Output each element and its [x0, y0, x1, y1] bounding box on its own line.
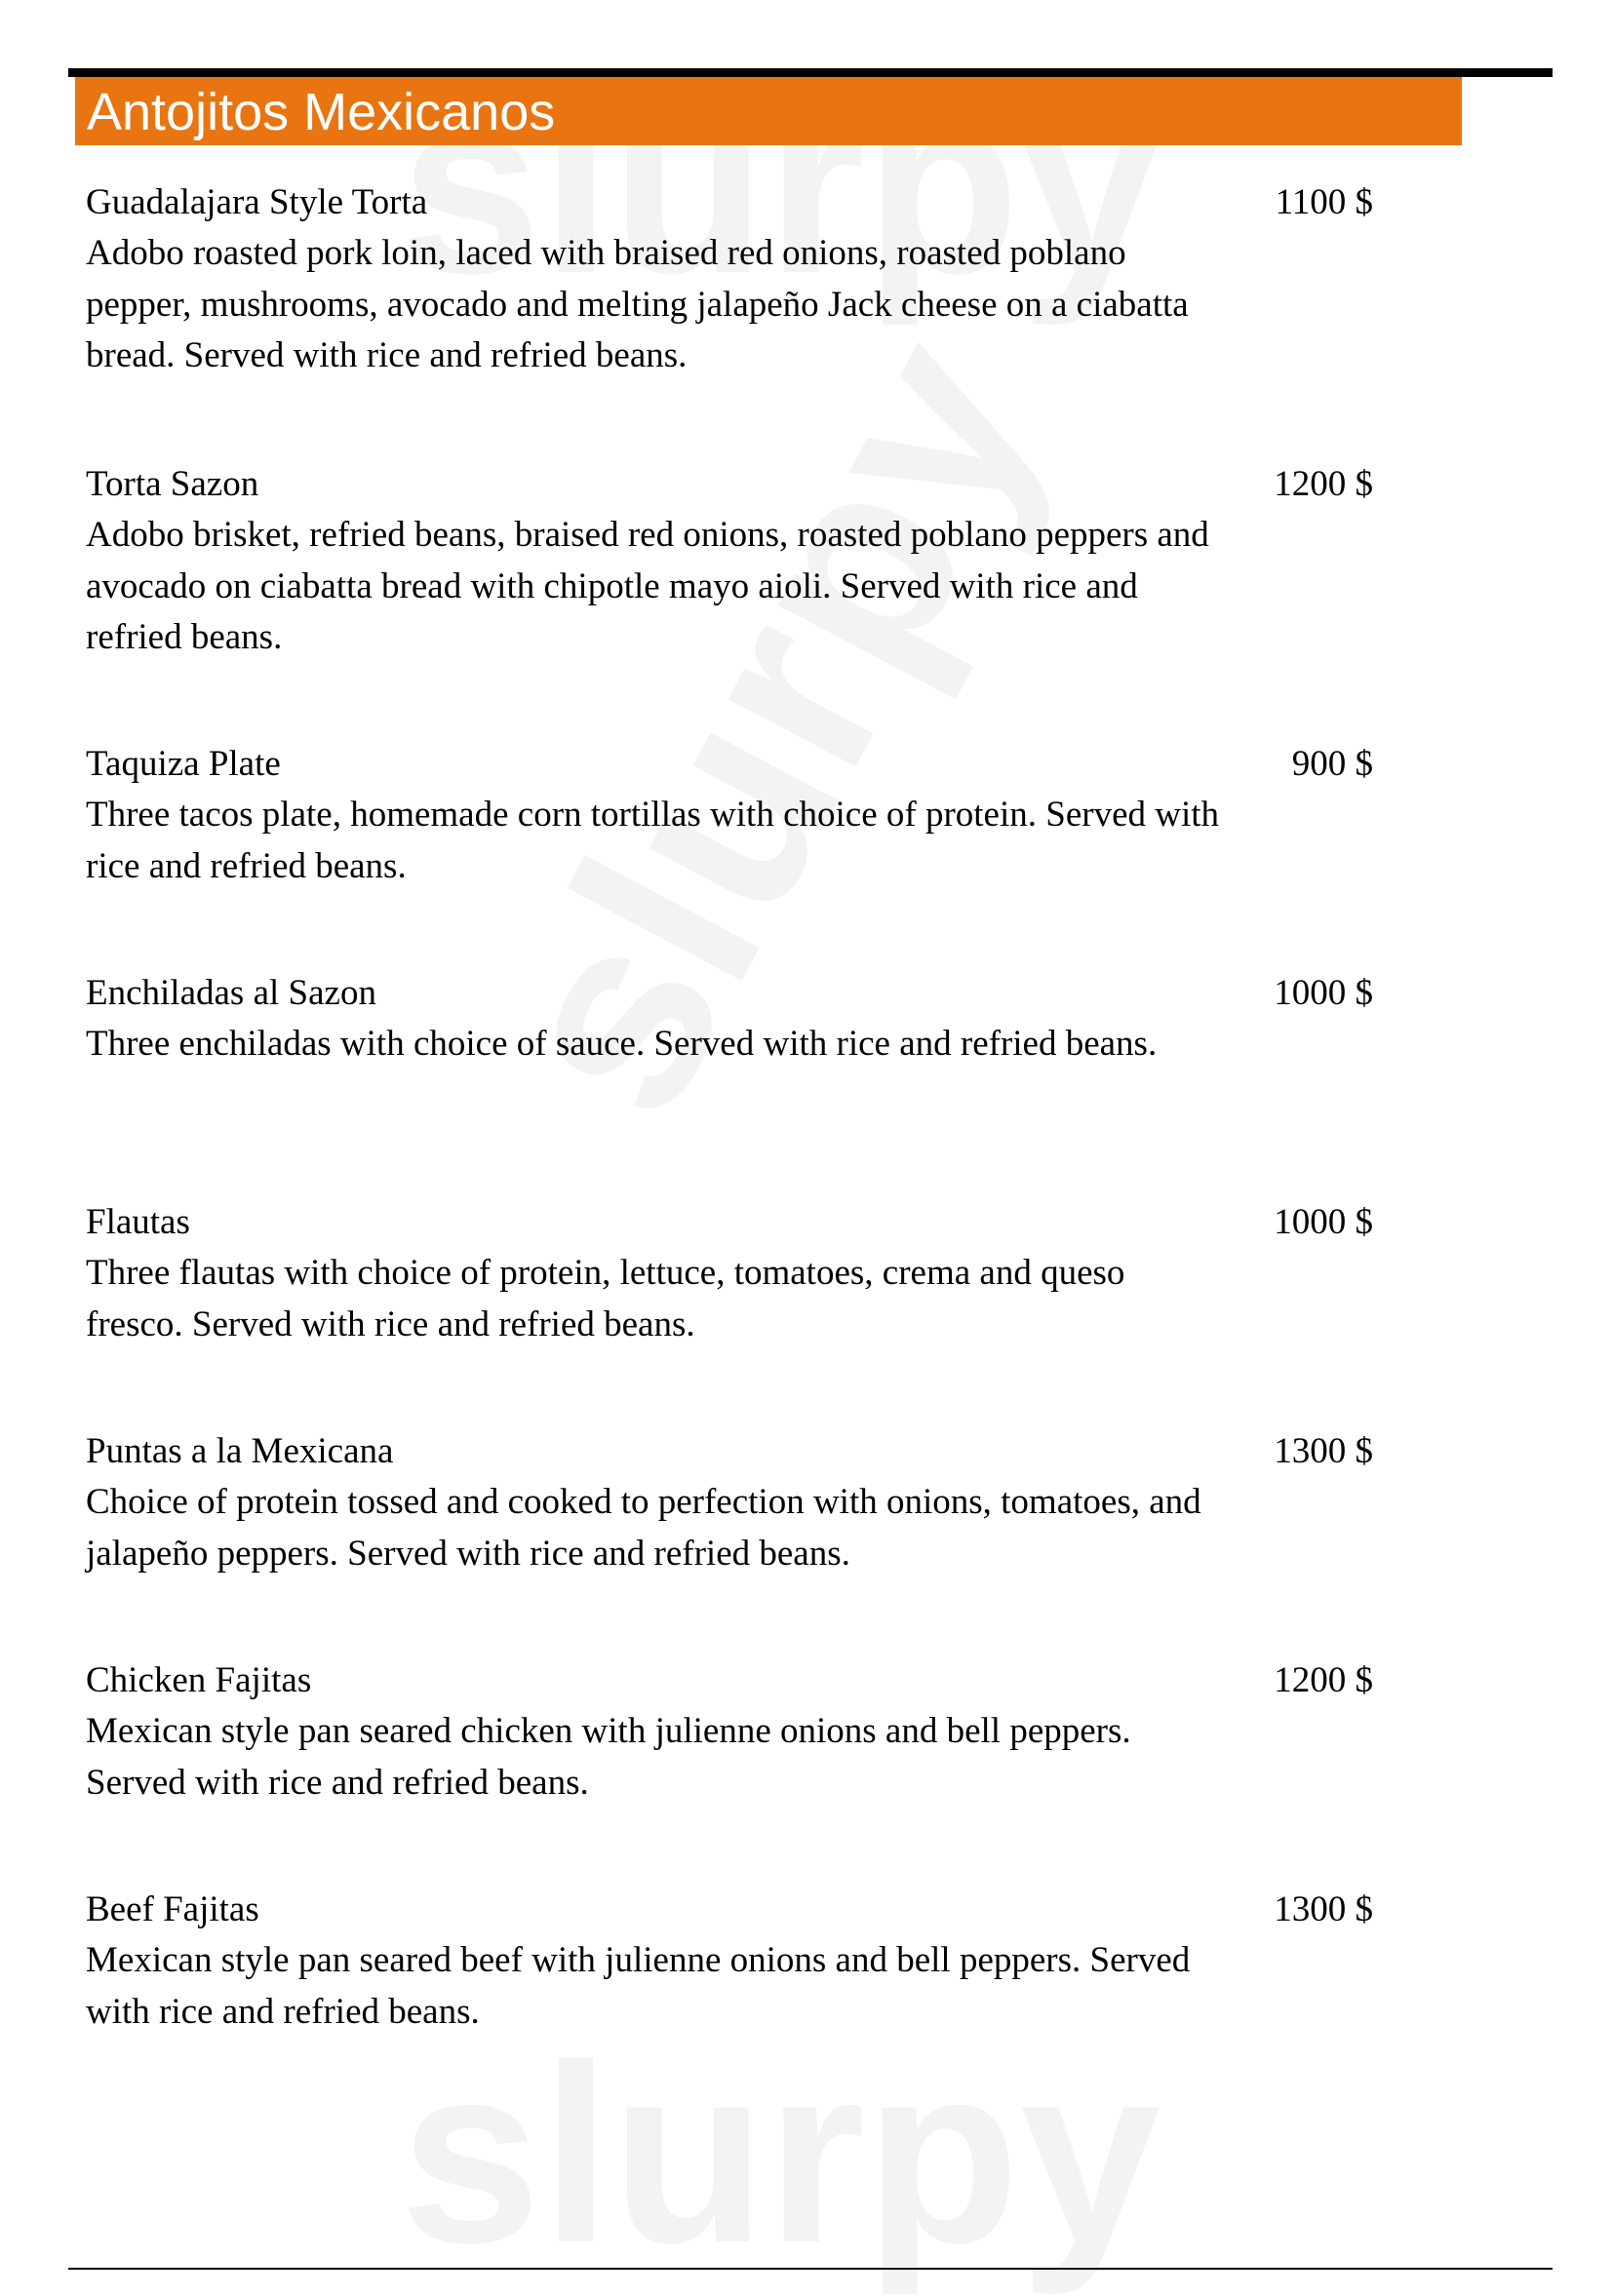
item-name: Torta Sazon: [86, 464, 259, 504]
item-name: Puntas a la Mexicana: [86, 1431, 394, 1471]
item-description: Three tacos plate, homemade corn tortillas with choice of protein. Served with rice and refried beans.: [86, 795, 1220, 886]
item-name: Chicken Fajitas: [86, 1660, 312, 1700]
item-description: Mexican style pan seared chicken with julienne onions and bell peppers. Served with rice and refried beans.: [86, 1711, 1131, 1803]
section-header: [75, 77, 1462, 145]
item-description: Mexican style pan seared beef with julienne onions and bell peppers. Served with rice and refried beans.: [86, 1940, 1191, 2032]
item-price: 1000 $: [1274, 1202, 1373, 1242]
item-price: 1100 $: [1275, 182, 1373, 222]
item-name: Taquiza Plate: [86, 744, 281, 784]
item-name: Guadalajara Style Torta: [86, 182, 428, 222]
menu-item: [86, 1197, 1373, 1350]
item-price: 1300 $: [1274, 1431, 1373, 1471]
item-description: Adobo roasted pork loin, laced with braised red onions, roasted poblano pepper, mushrooms, avocado and melting jalapeño Jack cheese on a ciabatta bread. Served with rice and refried beans.: [86, 233, 1189, 375]
item-price: 1200 $: [1274, 464, 1373, 504]
item-price: 1300 $: [1274, 1889, 1373, 1929]
menu-item: [86, 1885, 1373, 2038]
item-price: 900 $: [1291, 744, 1373, 784]
item-price: 1000 $: [1274, 973, 1373, 1013]
item-description: Three enchiladas with choice of sauce. Served with rice and refried beans.: [86, 1024, 1158, 1064]
top-rule: [68, 68, 1553, 77]
menu-item: [86, 968, 1373, 1070]
menu-item: [86, 459, 1373, 664]
item-name: Enchiladas al Sazon: [86, 973, 376, 1013]
section-title: Antojitos Mexicanos: [87, 83, 556, 141]
item-description: Adobo brisket, refried beans, braised red onions, roasted poblano peppers and avocado on ciabatta bread with chipotle mayo aioli. Served with rice and refried beans.: [86, 515, 1209, 657]
menu-item: [86, 739, 1373, 892]
item-description: Three flautas with choice of protein, lettuce, tomatoes, crema and queso fresco. Served with rice and refried beans.: [86, 1253, 1125, 1344]
item-name: Flautas: [86, 1202, 190, 1242]
menu-item: [86, 1655, 1373, 1809]
item-price: 1200 $: [1274, 1660, 1373, 1700]
item-description: Choice of protein tossed and cooked to perfection with onions, tomatoes, and jalapeño peppers. Served with rice and refried beans.: [86, 1482, 1201, 1574]
menu-item: [86, 177, 1373, 382]
bottom-rule: [68, 2268, 1553, 2270]
item-name: Beef Fajitas: [86, 1889, 259, 1929]
watermark: [400, 2028, 1161, 2281]
menu-item: [86, 1426, 1373, 1579]
